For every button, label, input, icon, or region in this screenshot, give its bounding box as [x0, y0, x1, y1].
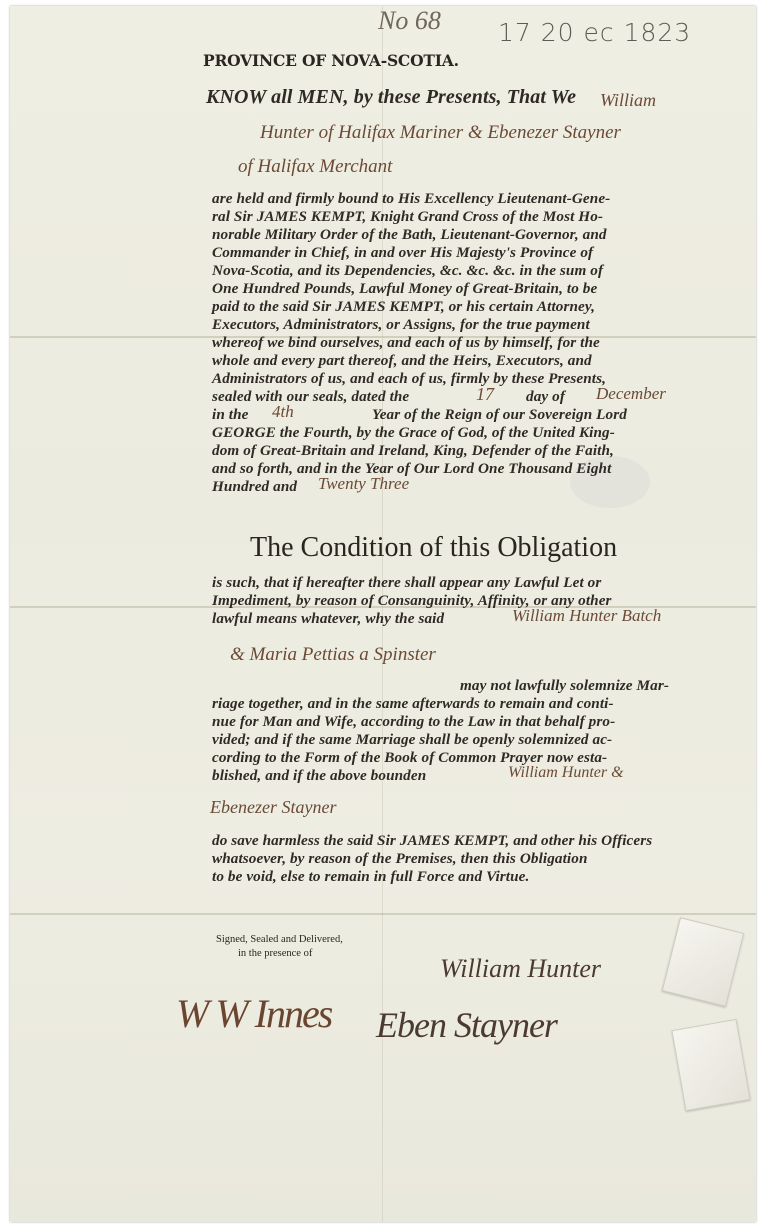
bond-line: Executors, Administrators, or Assigns, for the true payment	[212, 316, 590, 333]
archive-reference: 17 20 ec 1823	[498, 18, 692, 47]
bond-line: norable Military Order of the Bath, Lieutenant-Governor, and	[212, 226, 607, 243]
condition-line: is such, that if hereafter there shall appear any Lawful Let or	[212, 574, 602, 591]
condition-line: do save harmless the said Sir JAMES KEMPT, and other his Officers	[212, 832, 653, 849]
condition-line: Impediment, by reason of Consanguinity, Affinity, or any other	[212, 592, 612, 609]
bond-opening: KNOW all MEN, by these Presents, That We	[206, 86, 577, 108]
party-name-handwritten: Hunter of Halifax Mariner & Ebenezer Stayner	[260, 122, 621, 143]
paper-seal	[671, 1019, 750, 1111]
bond-line: Year of the Reign of our Sovereign Lord	[372, 406, 627, 423]
fold-line	[10, 913, 756, 915]
bond-line: day of	[526, 388, 565, 405]
bond-line: GEORGE the Fourth, by the Grace of God, of the United King-	[212, 424, 615, 441]
groom-name-handwritten: William Hunter Batch	[512, 606, 662, 625]
bond-line: Administrators of us, and each of us, firmly by these Presents,	[212, 370, 607, 387]
condition-line: vided; and if the same Marriage shall be openly solemnized ac-	[212, 731, 613, 748]
condition-line: lawful means whatever, why the said	[212, 610, 445, 627]
condition-line: whatsoever, by reason of the Premises, then this Obligation	[212, 850, 588, 867]
bond-line: paid to the said Sir JAMES KEMPT, or his certain Attorney,	[212, 298, 596, 315]
bond-line: One Hundred Pounds, Lawful Money of Great-Britain, to be	[212, 280, 598, 297]
condition-line: blished, and if the above bounden	[212, 767, 427, 784]
signed-sealed-label: Signed, Sealed and Delivered,	[216, 934, 343, 945]
condition-line: to be void, else to remain in full Force and Virtue.	[212, 868, 530, 885]
condition-line: cording to the Form of the Book of Common Prayer now esta-	[212, 749, 608, 766]
signer-signature: Eben Stayner	[376, 1005, 557, 1045]
bounden-name-handwritten: William Hunter &	[508, 764, 624, 781]
bond-line: whereof we bind ourselves, and each of us by himself, for the	[212, 334, 600, 351]
bond-line: whole and every part thereof, and the Heirs, Executors, and	[212, 352, 592, 369]
regnal-year-handwritten: 4th	[272, 402, 294, 421]
bond-line: ral Sir JAMES KEMPT, Knight Grand Cross of the Most Ho-	[212, 208, 604, 225]
year-words-handwritten: Twenty Three	[318, 474, 410, 493]
bond-line: Commander in Chief, in and over His Majesty's Province of	[212, 244, 594, 261]
condition-line: riage together, and in the same afterwards to remain and conti-	[212, 695, 614, 712]
bounden-name-handwritten: Ebenezer Stayner	[210, 797, 337, 817]
bond-line: and so forth, and in the Year of Our Lord One Thousand Eight	[212, 460, 612, 477]
bond-line: are held and firmly bound to His Excellency Lieutenant-Gene-	[212, 190, 611, 207]
party-name-handwritten: of Halifax Merchant	[238, 156, 393, 177]
bond-line: in the	[212, 406, 249, 423]
bond-line: Hundred and	[212, 478, 298, 495]
bride-name-handwritten: & Maria Pettias a Spinster	[230, 644, 436, 665]
date-day-handwritten: 17	[476, 384, 494, 404]
party-name-handwritten: William	[600, 90, 657, 110]
condition-heading: The Condition of this Obligation	[250, 532, 618, 563]
paper-seal	[662, 917, 744, 1007]
witness-signature: W W Innes	[176, 991, 332, 1036]
bond-line: Nova-Scotia, and its Dependencies, &c. &c. &c. in the sum of	[212, 262, 604, 279]
signer-signature: William Hunter	[440, 954, 602, 983]
presence-label: in the presence of	[238, 948, 313, 959]
date-month-handwritten: December	[596, 384, 666, 403]
bond-line: dom of Great-Britain and Ireland, King, Defender of the Faith,	[212, 442, 614, 459]
condition-line: nue for Man and Wife, according to the Law in that behalf pro-	[212, 713, 616, 730]
document-number: No 68	[378, 6, 441, 35]
bond-line: sealed with our seals, dated the	[212, 388, 410, 405]
province-heading: PROVINCE OF NOVA-SCOTIA.	[203, 51, 459, 70]
condition-line: may not lawfully solemnize Mar-	[460, 677, 669, 694]
